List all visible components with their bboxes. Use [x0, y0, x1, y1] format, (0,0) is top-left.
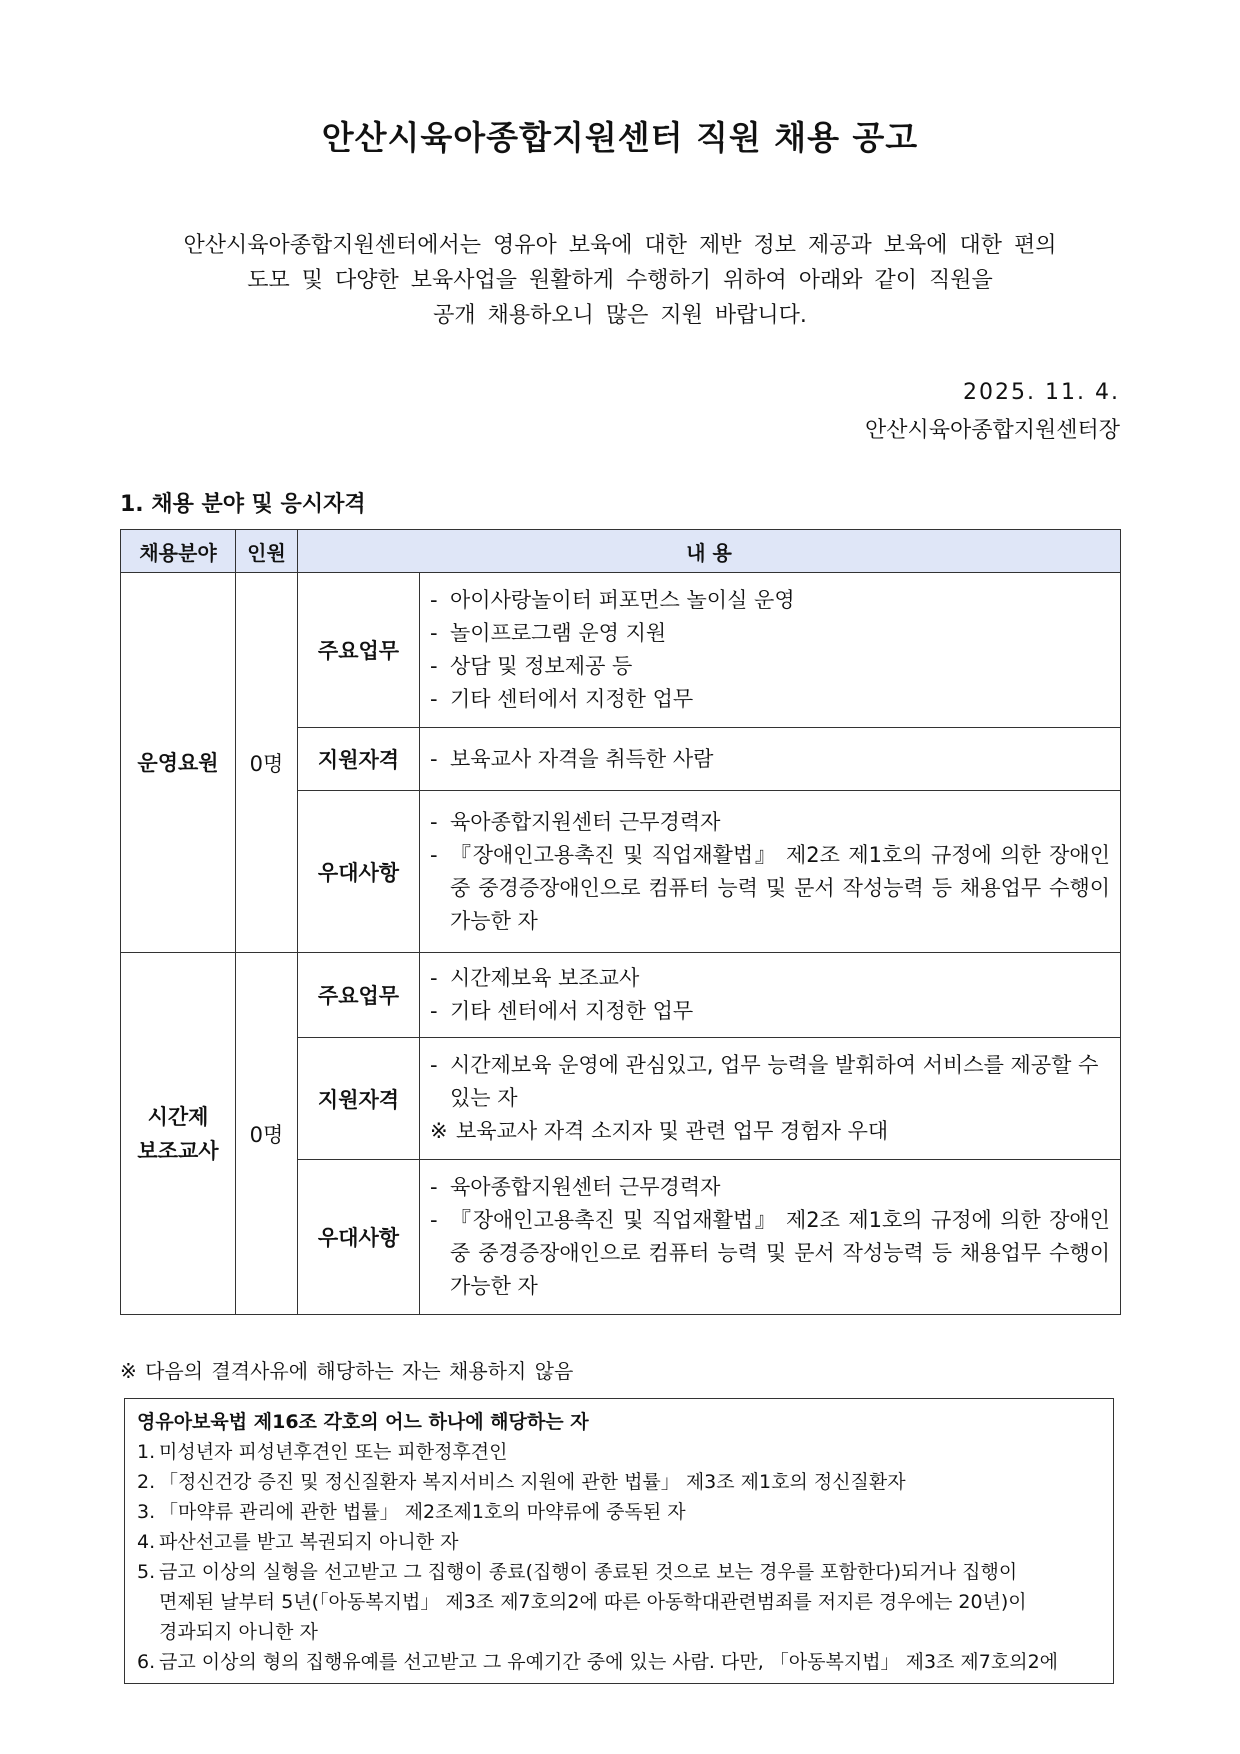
row-label: 주요업무 [298, 953, 420, 1038]
disqualification-note: ※ 다음의 결격사유에 해당하는 자는 채용하지 않음 [120, 1359, 574, 1383]
announcement-date: 2025. 11. 4. [963, 380, 1120, 405]
list-item: - 상담 및 정보제공 등 [430, 654, 633, 678]
issuing-organization: 안산시육아종합지원센터장 [864, 418, 1120, 443]
intro-paragraph [120, 228, 1120, 333]
box-title: 영유아보육법 제16조 각호의 어느 하나에 해당하는 자 [137, 1411, 589, 1433]
header-count: 인원 [236, 530, 298, 573]
row-content [420, 791, 1121, 953]
list-item: - 육아종합지원센터 근무경력자 [430, 809, 721, 834]
list-item: - 놀이프로그램 운영 지원 [430, 621, 667, 645]
list-item: 3. 「마약류 관리에 관한 법률」 제2조제1호의 마약류에 중독된 자 [137, 1501, 686, 1523]
row-label: 지원자격 [298, 1038, 420, 1160]
row-label: 우대사항 [298, 791, 420, 953]
recruitment-table [120, 529, 1121, 1315]
list-item: - 기타 센터에서 지정한 업무 [430, 999, 694, 1023]
count-cell [236, 953, 298, 1315]
list-item: 4. 파산선고를 받고 복권되지 아니한 자 [137, 1531, 459, 1553]
field-cell [121, 953, 236, 1315]
list-item: 1. 미성년자 피성년후견인 또는 피한정후견인 [137, 1441, 508, 1463]
row-content [420, 728, 1121, 791]
list-item: - 『장애인고용촉진 및 직업재활법』 제2조 제1호의 규정에 의한 장애인 중 중경증장애인으로 컴퓨터 능력 및 문서 작성능력 등 채용업무 수행이 가능한 자 [430, 842, 1111, 933]
row-label: 우대사항 [298, 1160, 420, 1315]
table-row [121, 953, 1121, 1038]
field-cell [121, 573, 236, 953]
row-content [420, 1160, 1121, 1315]
list-item: - 시간제보육 운영에 관심있고, 업무 능력을 발휘하여 서비스를 제공할 수 있는 자 [430, 1053, 1099, 1110]
row-content [420, 1038, 1121, 1160]
list-item: - 『장애인고용촉진 및 직업재활법』 제2조 제1호의 규정에 의한 장애인 중 중경증장애인으로 컴퓨터 능력 및 문서 작성능력 등 채용업무 수행이 가능한 자 [430, 1208, 1111, 1298]
table-row [121, 573, 1121, 728]
list-item: 5. 금고 이상의 실형을 선고받고 그 집행이 종료(집행이 종료된 것으로 보는 경우를 포함한다)되거나 집행이 면제된 날부터 5년(「아동복지법」 제3조 제7호의2에 따른 아동학대관련범죄를 저지른 경우에는 20년)이 경과되지 아니한 자 [137, 1561, 1027, 1643]
row-label: 주요업무 [298, 573, 420, 728]
list-item: - 기타 센터에서 지정한 업무 [430, 687, 694, 711]
list-item-note: ※ 보육교사 자격 소지자 및 관련 업무 경험자 우대 [430, 1119, 889, 1143]
list-item: - 시간제보육 보조교사 [430, 966, 640, 990]
headcount: 0명 [249, 751, 284, 776]
field-name-line: 보조교사 [137, 1138, 219, 1163]
list-item: - 보육교사 자격을 취득한 사람 [430, 746, 714, 771]
page-title: 안산시육아종합지원센터 직원 채용 공고 [321, 118, 919, 157]
row-content [420, 573, 1121, 728]
list-item: 2. 「정신건강 증진 및 정신질환자 복지서비스 지원에 관한 법률」 제3조 제1호의 정신질환자 [137, 1471, 906, 1493]
field-name: 운영요원 [137, 750, 219, 775]
count-cell [236, 573, 298, 953]
header-field: 채용분야 [121, 530, 236, 573]
headcount: 0명 [249, 1122, 284, 1147]
intro-line: 공개 채용하오니 많은 지원 바랍니다. [433, 303, 807, 328]
list-item: - 아이사랑놀이터 퍼포먼스 놀이실 운영 [430, 588, 795, 612]
section-title: 1. 채용 분야 및 응시자격 [120, 492, 366, 517]
header-content: 내 용 [298, 530, 1121, 573]
row-label: 지원자격 [298, 728, 420, 791]
field-name-line: 시간제 [147, 1104, 209, 1129]
table-header-row [121, 530, 1121, 573]
row-content [420, 953, 1121, 1038]
intro-line: 도모 및 다양한 보육사업을 원활하게 수행하기 위하여 아래와 같이 직원을 [247, 268, 993, 293]
intro-line: 안산시육아종합지원센터에서는 영유아 보육에 대한 제반 정보 제공과 보육에 대한 편의 [183, 233, 1057, 258]
list-item: - 육아종합지원센터 근무경력자 [430, 1175, 721, 1199]
disqualification-box [124, 1398, 1114, 1684]
list-item: 6. 금고 이상의 형의 집행유예를 선고받고 그 유예기간 중에 있는 사람. 다만, 「아동복지법」 제3조 제7호의2에 [137, 1651, 1059, 1673]
